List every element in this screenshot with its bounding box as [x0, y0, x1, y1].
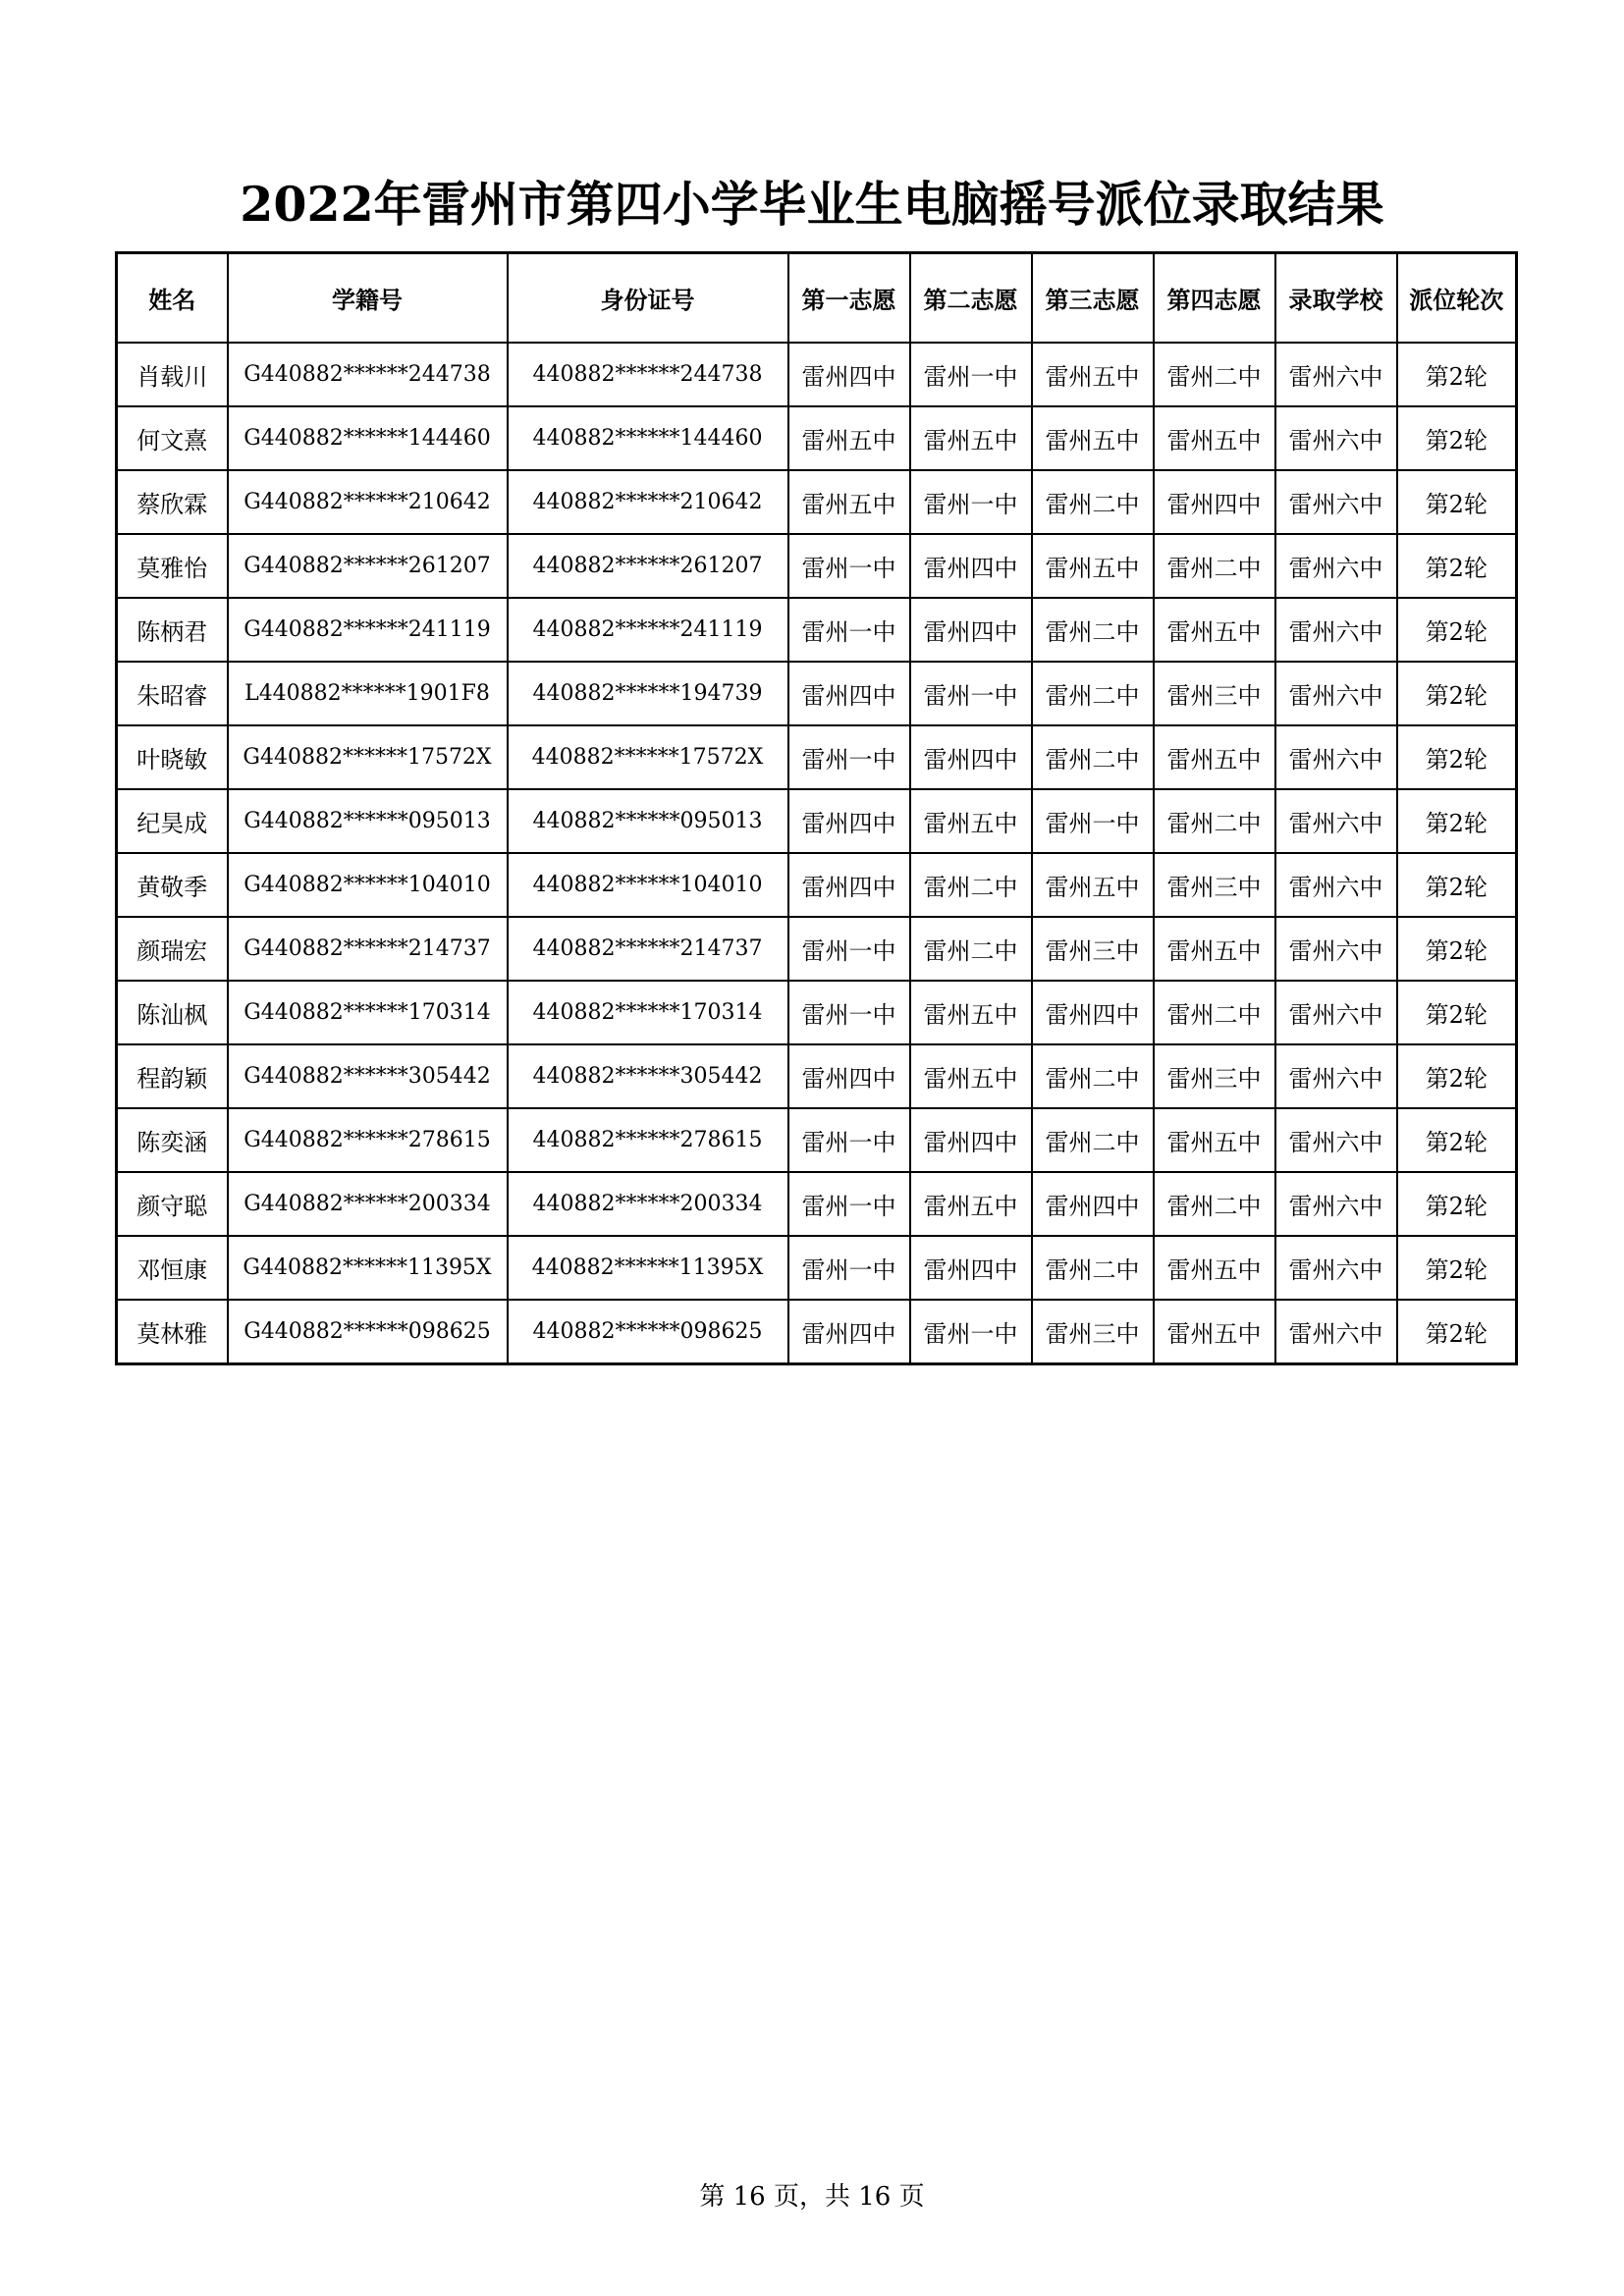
- id-card-cell: 440882******241119: [508, 598, 788, 662]
- admitted-school-cell: 雷州六中: [1275, 470, 1397, 534]
- choice-3-cell: 雷州二中: [1032, 1108, 1154, 1172]
- round-cell: 第2轮: [1397, 406, 1517, 470]
- student-id-cell: G440882******241119: [228, 598, 508, 662]
- choice-2-cell: 雷州五中: [910, 406, 1032, 470]
- choice-1-cell: 雷州一中: [788, 598, 910, 662]
- admitted-school-cell: 雷州六中: [1275, 406, 1397, 470]
- admitted-school-cell: 雷州六中: [1275, 343, 1397, 406]
- student-id-cell: G440882******200334: [228, 1172, 508, 1236]
- table-row: [117, 1108, 1517, 1172]
- table-row: [117, 853, 1517, 917]
- id-card-cell: 440882******170314: [508, 981, 788, 1044]
- student-id-cell: G440882******305442: [228, 1044, 508, 1108]
- table-row: [117, 725, 1517, 789]
- name-cell: 肖载川: [117, 343, 228, 406]
- table-row: [117, 406, 1517, 470]
- choice-4-cell: 雷州五中: [1154, 598, 1275, 662]
- round-cell: 第2轮: [1397, 917, 1517, 981]
- student-id-cell: G440882******11395X: [228, 1236, 508, 1300]
- student-id-cell: L440882******1901F8: [228, 662, 508, 725]
- choice-3-cell: 雷州二中: [1032, 598, 1154, 662]
- name-cell: 纪昊成: [117, 789, 228, 853]
- choice-4-cell: 雷州二中: [1154, 981, 1275, 1044]
- admitted-school-cell: 雷州六中: [1275, 534, 1397, 598]
- id-card-cell: 440882******17572X: [508, 725, 788, 789]
- name-cell: 朱昭睿: [117, 662, 228, 725]
- admitted-school-cell: 雷州六中: [1275, 1300, 1397, 1364]
- table-row: [117, 1044, 1517, 1108]
- choice-4-cell: 雷州二中: [1154, 343, 1275, 406]
- header-id-card: 身份证号: [508, 253, 788, 344]
- table-row: [117, 1236, 1517, 1300]
- table-header-row: [117, 253, 1517, 344]
- round-cell: 第2轮: [1397, 1172, 1517, 1236]
- choice-2-cell: 雷州四中: [910, 534, 1032, 598]
- admitted-school-cell: 雷州六中: [1275, 917, 1397, 981]
- choice-3-cell: 雷州五中: [1032, 853, 1154, 917]
- choice-3-cell: 雷州五中: [1032, 534, 1154, 598]
- name-cell: 陈汕枫: [117, 981, 228, 1044]
- choice-1-cell: 雷州一中: [788, 1172, 910, 1236]
- choice-1-cell: 雷州五中: [788, 406, 910, 470]
- id-card-cell: 440882******194739: [508, 662, 788, 725]
- choice-4-cell: 雷州五中: [1154, 1300, 1275, 1364]
- id-card-cell: 440882******098625: [508, 1300, 788, 1364]
- header-choice-4: 第四志愿: [1154, 253, 1275, 344]
- choice-3-cell: 雷州二中: [1032, 1236, 1154, 1300]
- choice-4-cell: 雷州三中: [1154, 853, 1275, 917]
- header-choice-1: 第一志愿: [788, 253, 910, 344]
- choice-1-cell: 雷州四中: [788, 853, 910, 917]
- id-card-cell: 440882******210642: [508, 470, 788, 534]
- choice-4-cell: 雷州二中: [1154, 1172, 1275, 1236]
- choice-2-cell: 雷州四中: [910, 1236, 1032, 1300]
- name-cell: 蔡欣霖: [117, 470, 228, 534]
- choice-1-cell: 雷州四中: [788, 789, 910, 853]
- round-cell: 第2轮: [1397, 1108, 1517, 1172]
- student-id-cell: G440882******144460: [228, 406, 508, 470]
- round-cell: 第2轮: [1397, 470, 1517, 534]
- admitted-school-cell: 雷州六中: [1275, 853, 1397, 917]
- student-id-cell: G440882******104010: [228, 853, 508, 917]
- round-cell: 第2轮: [1397, 725, 1517, 789]
- student-id-cell: G440882******210642: [228, 470, 508, 534]
- admitted-school-cell: 雷州六中: [1275, 1236, 1397, 1300]
- table-row: [117, 598, 1517, 662]
- round-cell: 第2轮: [1397, 343, 1517, 406]
- choice-2-cell: 雷州一中: [910, 470, 1032, 534]
- id-card-cell: 440882******200334: [508, 1172, 788, 1236]
- name-cell: 莫雅怡: [117, 534, 228, 598]
- student-id-cell: G440882******095013: [228, 789, 508, 853]
- id-card-cell: 440882******244738: [508, 343, 788, 406]
- round-cell: 第2轮: [1397, 789, 1517, 853]
- admitted-school-cell: 雷州六中: [1275, 789, 1397, 853]
- name-cell: 何文熹: [117, 406, 228, 470]
- admitted-school-cell: 雷州六中: [1275, 1172, 1397, 1236]
- table-row: [117, 470, 1517, 534]
- round-cell: 第2轮: [1397, 981, 1517, 1044]
- table-body: [117, 343, 1517, 1364]
- id-card-cell: 440882******261207: [508, 534, 788, 598]
- table-row: [117, 534, 1517, 598]
- id-card-cell: 440882******278615: [508, 1108, 788, 1172]
- choice-1-cell: 雷州一中: [788, 1236, 910, 1300]
- choice-2-cell: 雷州五中: [910, 1172, 1032, 1236]
- round-cell: 第2轮: [1397, 1300, 1517, 1364]
- student-id-cell: G440882******170314: [228, 981, 508, 1044]
- choice-2-cell: 雷州五中: [910, 981, 1032, 1044]
- table-row: [117, 917, 1517, 981]
- id-card-cell: 440882******214737: [508, 917, 788, 981]
- choice-1-cell: 雷州五中: [788, 470, 910, 534]
- round-cell: 第2轮: [1397, 1044, 1517, 1108]
- choice-1-cell: 雷州四中: [788, 1300, 910, 1364]
- choice-4-cell: 雷州二中: [1154, 534, 1275, 598]
- table-row: [117, 981, 1517, 1044]
- choice-2-cell: 雷州一中: [910, 662, 1032, 725]
- header-choice-2: 第二志愿: [910, 253, 1032, 344]
- choice-4-cell: 雷州三中: [1154, 1044, 1275, 1108]
- name-cell: 颜瑞宏: [117, 917, 228, 981]
- choice-1-cell: 雷州四中: [788, 662, 910, 725]
- header-choice-3: 第三志愿: [1032, 253, 1154, 344]
- choice-3-cell: 雷州二中: [1032, 725, 1154, 789]
- choice-4-cell: 雷州三中: [1154, 662, 1275, 725]
- round-cell: 第2轮: [1397, 662, 1517, 725]
- student-id-cell: G440882******214737: [228, 917, 508, 981]
- choice-3-cell: 雷州一中: [1032, 789, 1154, 853]
- choice-2-cell: 雷州四中: [910, 598, 1032, 662]
- choice-4-cell: 雷州五中: [1154, 1236, 1275, 1300]
- name-cell: 叶晓敏: [117, 725, 228, 789]
- choice-3-cell: 雷州五中: [1032, 343, 1154, 406]
- name-cell: 陈奕涵: [117, 1108, 228, 1172]
- choice-1-cell: 雷州四中: [788, 343, 910, 406]
- name-cell: 黄敬季: [117, 853, 228, 917]
- header-name: 姓名: [117, 253, 228, 344]
- choice-1-cell: 雷州一中: [788, 1108, 910, 1172]
- table-row: [117, 1172, 1517, 1236]
- choice-1-cell: 雷州一中: [788, 534, 910, 598]
- name-cell: 邓恒康: [117, 1236, 228, 1300]
- choice-4-cell: 雷州五中: [1154, 917, 1275, 981]
- choice-2-cell: 雷州二中: [910, 917, 1032, 981]
- header-round: 派位轮次: [1397, 253, 1517, 344]
- student-id-cell: G440882******098625: [228, 1300, 508, 1364]
- round-cell: 第2轮: [1397, 598, 1517, 662]
- id-card-cell: 440882******095013: [508, 789, 788, 853]
- table-row: [117, 1300, 1517, 1364]
- choice-1-cell: 雷州一中: [788, 917, 910, 981]
- name-cell: 陈柄君: [117, 598, 228, 662]
- choice-4-cell: 雷州五中: [1154, 1108, 1275, 1172]
- table-row: [117, 343, 1517, 406]
- admitted-school-cell: 雷州六中: [1275, 981, 1397, 1044]
- name-cell: 莫林雅: [117, 1300, 228, 1364]
- student-id-cell: G440882******278615: [228, 1108, 508, 1172]
- page-title: 2022年雷州市第四小学毕业生电脑摇号派位录取结果: [240, 176, 1384, 233]
- choice-2-cell: 雷州一中: [910, 1300, 1032, 1364]
- student-id-cell: G440882******261207: [228, 534, 508, 598]
- admitted-school-cell: 雷州六中: [1275, 598, 1397, 662]
- choice-3-cell: 雷州二中: [1032, 662, 1154, 725]
- id-card-cell: 440882******104010: [508, 853, 788, 917]
- name-cell: 程韵颖: [117, 1044, 228, 1108]
- choice-1-cell: 雷州一中: [788, 725, 910, 789]
- id-card-cell: 440882******11395X: [508, 1236, 788, 1300]
- choice-1-cell: 雷州一中: [788, 981, 910, 1044]
- name-cell: 颜守聪: [117, 1172, 228, 1236]
- choice-3-cell: 雷州四中: [1032, 981, 1154, 1044]
- choice-2-cell: 雷州五中: [910, 1044, 1032, 1108]
- choice-3-cell: 雷州三中: [1032, 917, 1154, 981]
- header-admitted-school: 录取学校: [1275, 253, 1397, 344]
- admitted-school-cell: 雷州六中: [1275, 1108, 1397, 1172]
- choice-2-cell: 雷州五中: [910, 789, 1032, 853]
- id-card-cell: 440882******305442: [508, 1044, 788, 1108]
- admitted-school-cell: 雷州六中: [1275, 1044, 1397, 1108]
- choice-2-cell: 雷州一中: [910, 343, 1032, 406]
- round-cell: 第2轮: [1397, 1236, 1517, 1300]
- choice-3-cell: 雷州二中: [1032, 470, 1154, 534]
- choice-3-cell: 雷州二中: [1032, 1044, 1154, 1108]
- round-cell: 第2轮: [1397, 534, 1517, 598]
- round-cell: 第2轮: [1397, 853, 1517, 917]
- choice-4-cell: 雷州二中: [1154, 789, 1275, 853]
- choice-2-cell: 雷州二中: [910, 853, 1032, 917]
- choice-4-cell: 雷州四中: [1154, 470, 1275, 534]
- table-row: [117, 662, 1517, 725]
- choice-4-cell: 雷州五中: [1154, 725, 1275, 789]
- choice-2-cell: 雷州四中: [910, 1108, 1032, 1172]
- student-id-cell: G440882******17572X: [228, 725, 508, 789]
- admitted-school-cell: 雷州六中: [1275, 662, 1397, 725]
- choice-3-cell: 雷州四中: [1032, 1172, 1154, 1236]
- choice-2-cell: 雷州四中: [910, 725, 1032, 789]
- admission-results-table: [115, 251, 1518, 1365]
- choice-3-cell: 雷州三中: [1032, 1300, 1154, 1364]
- student-id-cell: G440882******244738: [228, 343, 508, 406]
- choice-3-cell: 雷州五中: [1032, 406, 1154, 470]
- id-card-cell: 440882******144460: [508, 406, 788, 470]
- admitted-school-cell: 雷州六中: [1275, 725, 1397, 789]
- header-student-id: 学籍号: [228, 253, 508, 344]
- choice-4-cell: 雷州五中: [1154, 406, 1275, 470]
- page-footer: 第 16 页，共 16 页: [699, 2182, 925, 2212]
- choice-1-cell: 雷州四中: [788, 1044, 910, 1108]
- table-row: [117, 789, 1517, 853]
